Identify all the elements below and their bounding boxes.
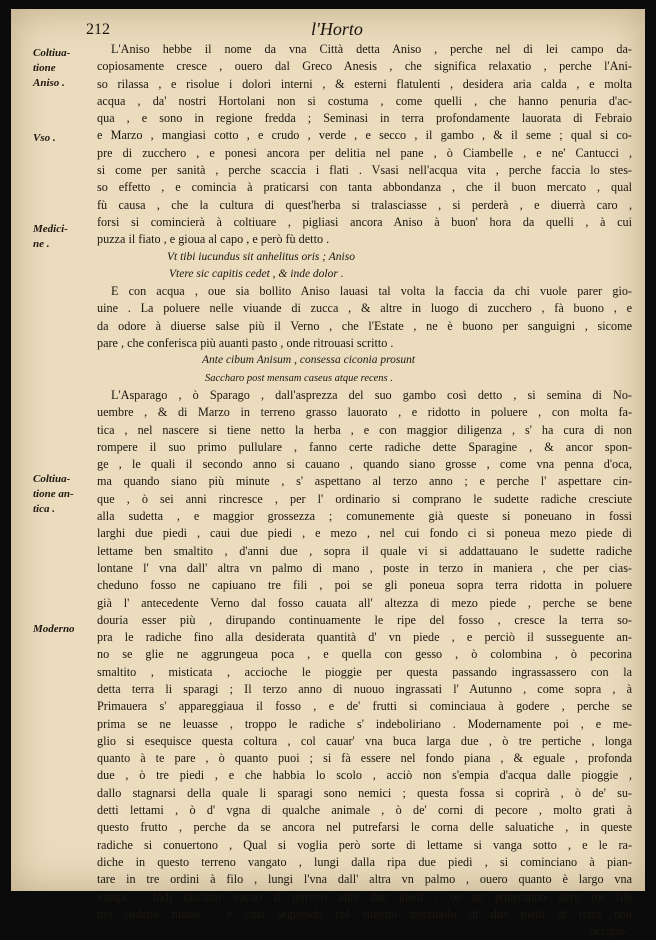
text-line: copiosamente cresce , ouero dal Greco Anesis , che significa relaxatio , perche l'Ani- [97, 59, 632, 74]
page-header [11, 19, 645, 41]
text-line: so effetto , e comincia à praticarsi con tanta abbondanza , che il buon mercato , qual [97, 180, 632, 195]
verse-line: Vtere sic capitis cedet , & inde dolor . [169, 267, 344, 280]
text-line: radiche si conuertono , Qual si voglia però sorte di lettame si vanga sotto , e le ra- [97, 837, 632, 852]
text-line: forsi si comincierà à coltiuare , pigliasi ancora Aniso à buon' hora da quelli , à cui [97, 214, 632, 229]
text-line: cheduno fosso ne capiuano tre fili , poi se gli poneua sopra terra ridotta in poluere [97, 578, 632, 593]
margin-note-coltivatione: Coltiua- tione Aniso . [33, 47, 71, 89]
text-line: questo frutto , perche da se ancora nel putrefarsi le corna delle saluatiche , in queste [97, 820, 632, 835]
text-line: smaltito , misticata , accioche le pioggie per questa passando ingrassassero con la [97, 664, 632, 679]
verse-ante-cibum [97, 352, 632, 387]
text-line: da odore à diuerse salse più il Verno , che l'Estate , ne è buono per sanguigni , sicome [97, 318, 632, 333]
verse-line: Ante cibum Anisum , consessa ciconia prosunt [202, 354, 416, 367]
text-line: uine . La poluere nelle viuande di zucca , & altre in luogo di zucchero , fà buono , e [97, 301, 632, 316]
text-line: due , ò tre piedi , e che habbia lo scolo , acciò non s'empia d'acqua dalle pioggie , [97, 768, 632, 783]
verse-line: Saccharo post mensam caseus atque recens . [205, 372, 393, 384]
running-title: l'Horto [311, 19, 363, 39]
text-line: e Marzo , mangiasi cotto , e crudo , verde , e secco , il gambo , & il seme ; qual si co- [97, 128, 632, 143]
text-line: ge , le quali il secondo anno si cauano , quando siano grosse , come vna penna d'oca, [97, 457, 632, 472]
text-line: prima se ne leuasse , troppo le radiche s' indeboliriano . Modernamente poi , e me- [97, 716, 632, 731]
paragraph-asparago [97, 387, 632, 923]
text-line: pra le radiche fino alla desiderata quantità d' vn piede , e perciò il susseguente an- [97, 630, 632, 645]
paragraph-aniso-uses [97, 283, 632, 352]
text-line: so rilassa , e risolue i dolori interni , & esterni flatulenti , desidera aria calda , e molta [97, 76, 632, 91]
text-line: pre di zucchero , e ponesi ancora per delitia nel pane , ò Ciambelle , e ne' Cantucci , [97, 145, 632, 160]
text-line: detti lettami , ò d' vgna di qualche animale , ò de' corni di pecore , molto grati à [97, 803, 632, 818]
margin-note-moderno: Moderno [33, 623, 75, 635]
paragraph-aniso [97, 41, 632, 249]
text-line: L'Aniso hebbe il nome da vna Città detta Aniso , perche nel di lei campo da- [111, 42, 632, 56]
text-line: douria esser più , dirupando continuamente le ripe del fosso , cresce la terra so- [97, 612, 632, 627]
verse-aniso [97, 249, 632, 284]
verse-line: Vt tibi iucundus sit anhelitus oris ; Aniso [167, 250, 355, 263]
text-line: dallo stagnarsi della quale li sparagi sono nemici ; questa fossa si coprirà , ò de' su- [97, 785, 632, 800]
text-line: nel sudetto modo , e così seguendo col sudetto interuallo di due piedi di terra non [97, 906, 632, 921]
text-line: tica , nel nascere si tiene netto la herba , e con maggior diligenza , s' ha cura di non [97, 422, 632, 437]
text-line: quanto à te pare , ò quanto puoi ; si fà essere nel fondo piana , & eguale , profonda [97, 751, 632, 766]
text-line: vanga , Indi lasciato vacuo il terreno altri due piedi , se ne poneranno altre tre file [97, 889, 632, 904]
text-line: alla sudetta , e maggior grossezza ; comunemente già queste si poneuano in fossi [97, 509, 632, 524]
text-line: no se glie ne aggrungeua poca , e quella con gesso , ò colombina , ò pecorina [97, 647, 632, 662]
text-line: fù causa , che la cultura di quest'herba si tralasciasse , si perderà , e diuerrà caro , [97, 197, 632, 212]
text-line: E con acqua , oue sia bollito Aniso lauasi tal volta la faccia da chi vuole parer gio- [111, 284, 632, 299]
margin-note-coltivatione-antica: Coltiua- tione an- tica . [33, 473, 74, 515]
text-line: lettame ben smaltito , d'anni due , sopra il quale vi si addattauano le sudette radiche [97, 543, 632, 558]
text-line: si come per sanità , perche scaccia i flati . Vsasi nell'acqua vita , perche faccia lo stes- [97, 163, 632, 178]
catchword: occupa- [589, 924, 628, 939]
text-line: acqua , da' nostri Hortolani non si costuma , come quelli , che hanno penuria d'ac- [97, 93, 632, 108]
book-page [11, 9, 645, 939]
text-line: già l' antecedente Verno dal fosso cauata all' altezza di mezo piede , perche se bene [97, 595, 632, 610]
text-line: tare in tre ordini à filo , lungi l'vna dall' altra vn palmo , ouero quanto è largo vna [97, 872, 632, 887]
body-text [97, 41, 632, 940]
text-line: detta terra li sparagi ; Il terzo anno di nuouo ingrassati l' Autunno , come sopra , à [97, 681, 632, 696]
margin-note-vso: Vso . [33, 132, 56, 144]
text-line: que , ò sei anni rincresce , per l' ordinario si comprano le sudette radiche cresciute [97, 491, 632, 506]
text-line: rompere il suo primo pullulare , fanno certe radiche dette Sparagine , & ancor spon- [97, 439, 632, 454]
text-line: larghi due piedi , caui due piedi , e mezo , nel cui fondo ci si poneua mezo piede di [97, 526, 632, 541]
text-line: glio si esequisce questa coltura , col cauar' vna buca larga due , ò tre pertiche , longa [97, 733, 632, 748]
text-line: diche in questo terreno vangato , lungi dalla ripa due piedi , si cominciano à pian- [97, 854, 632, 869]
margin-note-medicine: Medici- ne . [33, 223, 68, 250]
text-line: Primauera s' appareggiaua il fosso , e de' frutti si cominciaua à godere , perche se [97, 699, 632, 714]
text-line: ma quando siano più minute , s' aspettano al terzo anno ; e perche l' aspettare cin- [97, 474, 632, 489]
text-line: pare , che conferisca più auanti pasto , onde ritrouasi scritto . [97, 336, 394, 351]
text-line: qua , e sono in regione fredda ; Seminasi in terra profondamente lauorata di Febraio [97, 111, 632, 126]
text-line: L'Asparago , ò Sparago , dall'asprezza del suo gambo così detto , si semina di No- [111, 387, 632, 402]
text-line: uembre , & di Marzo in terreno grasso lauorato , e ridotto in poluere , con molta fa- [97, 405, 632, 420]
page-number: 212 [86, 21, 110, 38]
text-line: puzza il fiato , e gioua al capo , e però fù detto . [97, 232, 330, 247]
text-line: lontane l' vna dall' altra vn palmo di mano , poste in terzo in maniera , che per cias- [97, 560, 632, 575]
